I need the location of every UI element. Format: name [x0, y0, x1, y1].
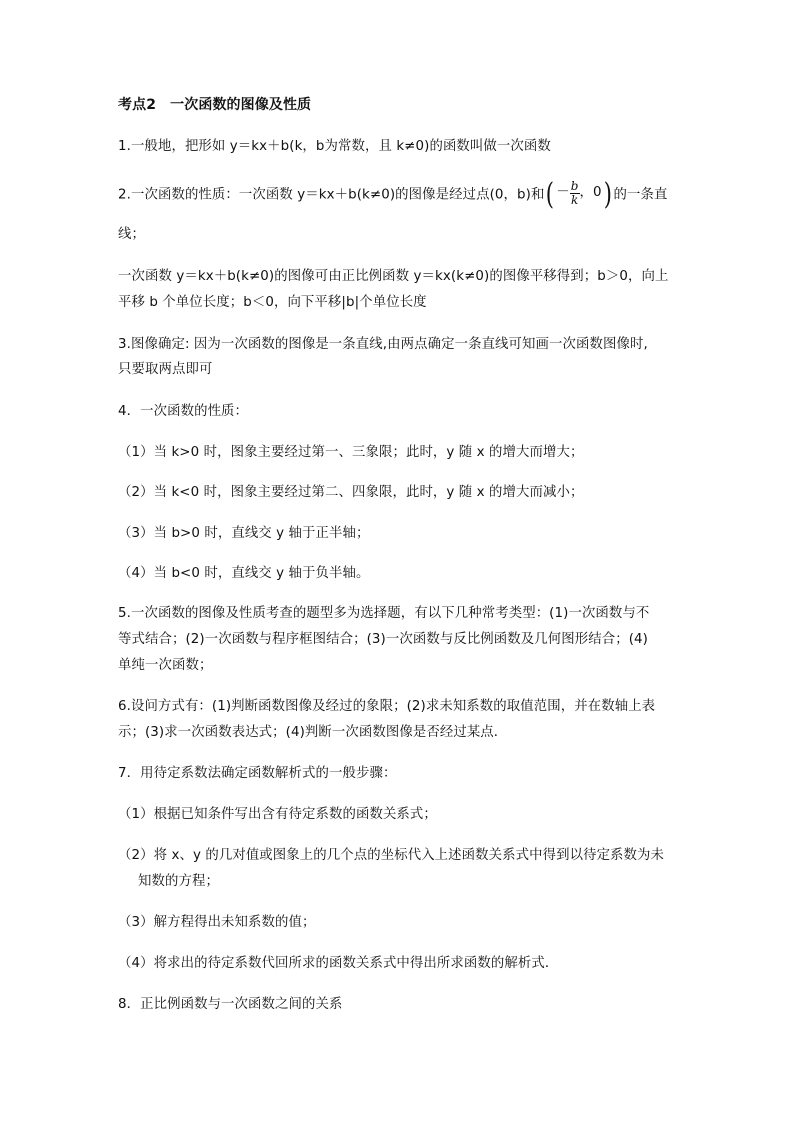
paragraph-5: 4．一次函数的性质： — [118, 404, 249, 419]
paragraph-10-line-1: 5.一次函数的图像及性质考查的题型多为选择题，有以下几种常考类型：(1)一次函数与不 — [118, 606, 650, 621]
fraction-b-over-k — [570, 180, 580, 207]
paragraph-10-line-2: 等式结合；(2)一次函数与程序框图结合；(3)一次函数与反比例函数及几何图形结合；(4) — [118, 632, 648, 647]
paragraph-8: （3）当 b>0 时，直线交 y 轴于正半轴； — [118, 526, 370, 541]
paragraph-2-line-2: 线； — [118, 227, 145, 242]
fraction-numerator: b — [570, 178, 579, 193]
fraction-after: ，0 — [579, 185, 602, 200]
paragraph-3-line-2: 平移 b 个单位长度；b＜0，向下平移|b|个单位长度 — [118, 295, 427, 310]
fraction-point — [556, 175, 601, 212]
paragraph-2-suffix: 的一条直 — [613, 187, 668, 203]
paragraph-14-line-1: （2）将 x、y 的几对值或图象上的几个点的坐标代入上述函数关系式中得到以待定系数为未 — [118, 848, 665, 863]
paragraph-14-line-2: 知数的方程； — [138, 874, 219, 889]
paragraph-2-prefix: 2.一次函数的性质：一次函数 y＝kx＋b(k≠0)的图像是经过点(0，b)和 — [118, 187, 545, 203]
paragraph-7: （2）当 k<0 时，图象主要经过第二、四象限，此时，y 随 x 的增大而减小； — [118, 485, 584, 500]
section-title: 考点2 一次函数的图像及性质 — [118, 97, 312, 113]
left-paren: ( — [546, 176, 555, 212]
paragraph-11-line-1: 6.设问方式有：(1)判断函数图像及经过的象限；(2)求未知系数的取值范围，并在数轴上表 — [118, 699, 656, 714]
paragraph-4-line-2: 只要取两点即可 — [118, 362, 213, 377]
paragraph-4-line-1: 3.图像确定: 因为一次函数的图像是一条直线,由两点确定一条直线可知画一次函数图像时, — [118, 337, 648, 352]
fraction-sign: － — [556, 185, 570, 200]
fraction-denominator: k — [570, 192, 579, 207]
paragraph-6: （1）当 k>0 时，图象主要经过第一、三象限；此时，y 随 x 的增大而增大； — [118, 445, 584, 460]
paragraph-11-line-2: 示；(3)求一次函数表达式；(4)判断一次函数图像是否经过某点． — [118, 725, 508, 740]
paragraph-2-line-1 — [118, 176, 667, 214]
paragraph-12: 7．用待定系数法确定函数解析式的一般步骤： — [118, 766, 397, 781]
paragraph-16: （4）将求出的待定系数代回所求的函数关系式中得出所求函数的解析式． — [118, 956, 559, 971]
paragraph-15: （3）解方程得出未知系数的值； — [118, 915, 316, 930]
paragraph-10-line-3: 单纯一次函数； — [118, 658, 213, 673]
paragraph-9: （4）当 b<0 时，直线交 y 轴于负半轴。 — [118, 566, 370, 581]
paragraph-1: 1.一般地，把形如 y＝kx＋b(k，b为常数，且 k≠0)的函数叫做一次函数 — [118, 139, 551, 154]
right-paren: ) — [603, 176, 612, 212]
paragraph-17: 8．正比例函数与一次函数之间的关系 — [118, 997, 343, 1012]
paragraph-13: （1）根据已知条件写出含有待定系数的函数关系式； — [118, 807, 437, 822]
paragraph-3-line-1: 一次函数 y＝kx＋b(k≠0)的图像可由正比例函数 y＝kx(k≠0)的图像平移得到；b＞0，向上 — [118, 269, 669, 284]
